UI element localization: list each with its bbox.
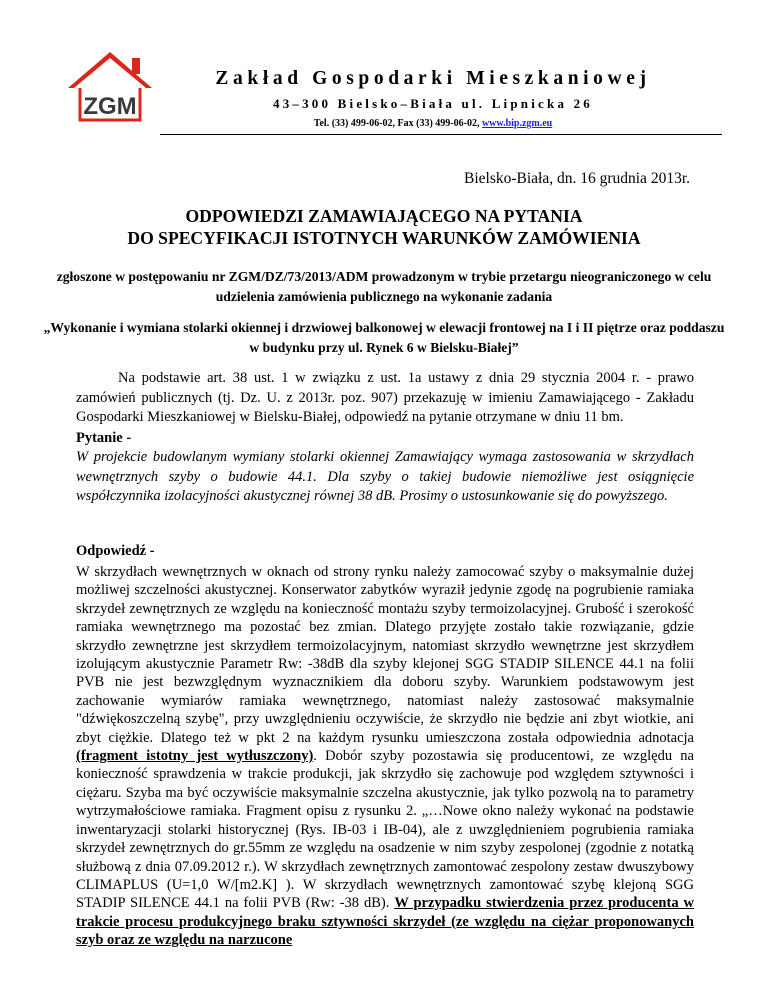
task-name: „Wykonanie i wymiana stolarki okiennej i drzwiowej balkonowej w elewacji frontowej na I i II piętrze oraz poddaszu w budynku przy ul. Rynek 6 w Bielsku-Białej” xyxy=(43,320,725,355)
zgm-logo xyxy=(62,44,158,128)
answer-part2: . Dobór szyby pozostawia się producentowi, ze względu na konieczność sprawdzenia w trakcie produkcji, jak skrzydło się zachowuje pod względem sztywności i ciężaru. Szyba ma być oczywiście maksymalnie szczelna akustycznie, jak tylko pozwolą na to parametry wytrzymałościowe ramiaka. Fragment opisu z rysunku 2. „…Nowe okno należy wykonać na podstawie inwentaryzacji stolarki historycznej (Rys. IB-03 i IB-04), ale z uwzględnieniem pogrubienia ramiaka skrzydeł zewnętrznych do gr.55mm ze względu na osadzenie w nim szyby zespolonej (zgodnie z notatką służbową z dnia 07.09.2012 r.). W skrzydłach zewnętrznych zamontować zespolony zestaw dwuszybowy CLIMAPLUS (U=1,0 W/[m2.K] ). W skrzydłach wewnętrznych zamontować szybę klejoną SGG STADIP SILENCE 44.1 na folii PVB (Rw: -38 dB). xyxy=(76,748,694,912)
header-divider xyxy=(160,134,722,135)
question-text: W projekcie budowlanym wymiany stolarki okiennej Zamawiający wymaga zastosowania w skrzydłach wewnętrznych szyby o budowie 44.1. Dla szyby o takiej budowie niemożliwe jest osiągnięcie współczynnika izolacyjności akustycznej równej 38 dB. Prosimy o ustosunkowanie się do powyższego. xyxy=(76,449,694,504)
date-line: Bielsko-Biała, dn. 16 grudnia 2013r. xyxy=(463,170,690,187)
answer-heading: Odpowiedź - xyxy=(76,543,155,559)
org-contact xyxy=(150,118,716,129)
answer-text xyxy=(76,563,694,950)
procedure-subtitle: zgłoszone w postępowaniu nr ZGM/DZ/73/2013/ADM prowadzonym w trybie przetargu nieograniczonego w celu udzielenia zamówienia publicznego na wykonanie zadania xyxy=(56,269,712,304)
website-link[interactable]: www.bip.zgm.eu xyxy=(481,118,553,129)
question-heading: Pytanie - xyxy=(76,430,132,446)
intro-paragraph: Na podstawie art. 38 ust. 1 w związku z ust. 1a ustawy z dnia 29 stycznia 2004 r. - prawo zamówień publicznych (tj. Dz. U. z 2013r. poz. 907) przekazuję w imieniu Zamawiającego - Zakładu Gospodarki Mieszkaniowej w Bielsku-Białej, odpowiedź na pytanie otrzymane w dniu 11 bm. xyxy=(76,370,694,425)
answer-part1: W skrzydłach wewnętrznych w oknach od strony rynku należy zamocować szyby o maksymalnie dużej możliwej szczelności akustycznej. Konserwator zabytków wyraził jedynie zgodę na pogrubienie ramiaka skrzydeł zewnętrznych ze względu na konieczność montażu szyby termoizolacyjnej. Grubość i szerokość ramiaka wewnętrznego ma pozostać bez zmian. Dlatego przyjęte zostało takie rozwiązanie, gdzie skrzydło zewnętrzne jest skrzydłem termoizolacyjnym, natomiast skrzydło wewnętrzne jest skrzydłem izolującym akustycznie Parametr Rw: -38dB dla szyby klejonej SGG STADIP SILENCE 44.1 na folii PVB nie jest bezwzględnym wyznacznikiem dla doboru szyby. Warunkiem podstawowym jest zachowanie wymiarów ramiaka wewnętrznego, natomiast należy zastosować maksymalnie "dźwiękoszczelną szybę", przy uwzględnieniu oczywiście, że skrzydło nie będzie ani zbyt wiotkie, ani zbyt ciężkie. Dlatego też w pkt 2 na każdym rysunku umieszczona została odpowiednia adnotacja xyxy=(76,564,694,746)
answer-bold-note: (fragment istotny jest wytłuszczony) xyxy=(76,748,314,765)
answer-bold-warning: W przypadku stwierdzenia przez producenta w trakcie procesu produkcyjnego braku sztywności skrzydeł (ze względu na ciężar proponowanych szyb oraz ze względu na narzucone xyxy=(76,895,694,949)
contact-phone-fax: Tel. (33) 499-06-02, Fax (33) 499-06-02, xyxy=(313,118,480,129)
org-name: Zakład Gospodarki Mieszkaniowej xyxy=(215,68,651,89)
document-title-line1: ODPOWIEDZI ZAMAWIAJĄCEGO NA PYTANIA xyxy=(185,206,583,226)
logo-chimney xyxy=(132,58,140,74)
logo-text: ZGM xyxy=(83,93,137,120)
document-title-line2: DO SPECYFIKACJI ISTOTNYCH WARUNKÓW ZAMÓWIENIA xyxy=(127,228,641,248)
org-address: 43–300 Bielsko–Biała ul. Lipnicka 26 xyxy=(273,96,593,111)
